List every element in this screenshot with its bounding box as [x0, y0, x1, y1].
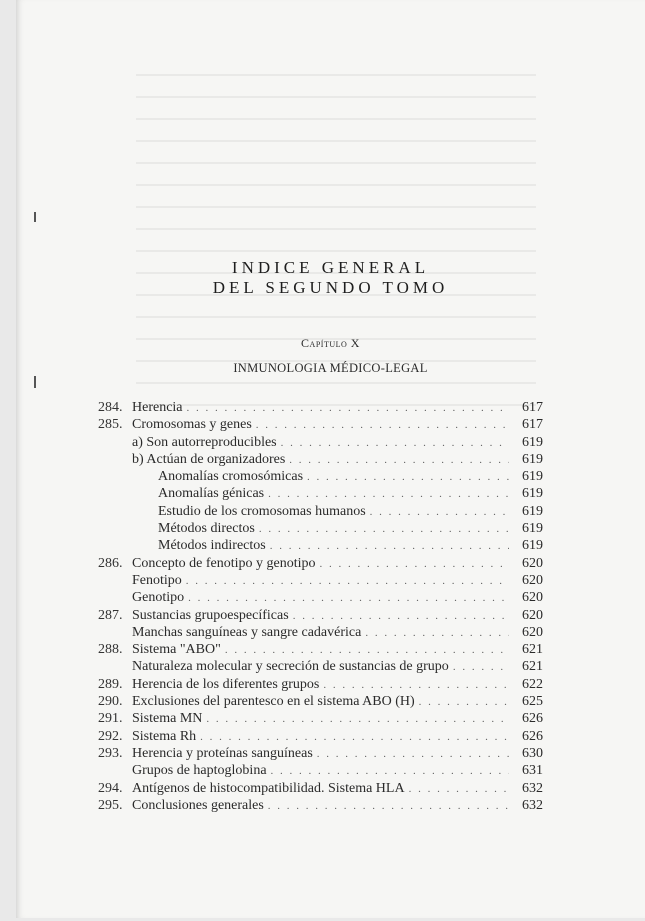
toc-entry	[98, 641, 543, 658]
toc-entry	[98, 624, 543, 641]
toc-entry-number: 292.	[98, 728, 123, 744]
toc-entry-title: Exclusiones del parentesco en el sistema ABO (H)	[132, 694, 415, 710]
toc-entry-title: Antígenos de histocompatibilidad. Sistema HLA	[132, 780, 405, 796]
toc-entry	[98, 693, 543, 710]
toc-entry-number: 288.	[98, 642, 123, 658]
toc-entry	[98, 589, 543, 606]
toc-entry-number: 284.	[98, 400, 123, 415]
toc-entry-page: 620	[522, 607, 543, 623]
toc-entry-page: 619	[522, 503, 543, 519]
toc-entry-page: 622	[522, 676, 543, 692]
leader-dots	[317, 746, 509, 763]
table-of-contents	[98, 399, 543, 814]
leader-dots	[370, 504, 509, 521]
toc-entry-title: Genotipo	[132, 590, 185, 606]
toc-entry	[98, 416, 543, 433]
toc-entry-page: 619	[522, 538, 543, 554]
toc-entry	[98, 399, 543, 416]
toc-entry-page: 619	[522, 469, 543, 485]
toc-entry	[98, 520, 543, 537]
toc-entry	[98, 485, 543, 502]
section-heading: INMUNOLOGIA MÉDICO-LEGAL	[233, 361, 428, 375]
leader-dots	[200, 729, 509, 746]
toc-entry-number: 287.	[98, 607, 123, 623]
toc-entry	[98, 780, 543, 797]
toc-entry	[98, 537, 543, 554]
leader-dots	[270, 538, 509, 555]
toc-entry-title: Sustancias grupoespecíficas	[132, 607, 289, 623]
toc-entry-number: 289.	[98, 676, 123, 692]
toc-entry-page: 631	[522, 763, 543, 779]
toc-entry-page: 617	[522, 417, 543, 433]
toc-entry	[98, 451, 543, 468]
toc-entry-page: 632	[522, 797, 543, 813]
toc-entry-title: Sistema MN	[132, 711, 203, 727]
toc-entry	[98, 762, 543, 779]
toc-entry	[98, 572, 543, 589]
toc-entry-number: 293.	[98, 745, 123, 761]
toc-entry-page: 619	[522, 486, 543, 502]
leader-dots	[188, 590, 509, 607]
chapter-heading: Capítulo X	[301, 336, 360, 350]
leader-dots	[409, 781, 509, 798]
toc-entry	[98, 658, 543, 675]
toc-entry	[98, 676, 543, 693]
toc-entry-title: Conclusiones generales	[132, 797, 264, 813]
toc-entry-page: 620	[522, 624, 543, 640]
leader-dots	[365, 625, 509, 642]
book-page	[16, 0, 645, 918]
leader-dots	[259, 521, 509, 538]
toc-entry-page: 619	[522, 434, 543, 450]
leader-dots	[293, 608, 509, 625]
leader-dots	[268, 798, 509, 815]
toc-entry-number: 286.	[98, 555, 123, 571]
toc-entry	[98, 797, 543, 814]
margin-mark	[34, 376, 36, 388]
leader-dots	[271, 763, 509, 780]
toc-entry	[98, 607, 543, 624]
leader-dots	[186, 573, 509, 590]
leader-dots	[307, 469, 509, 486]
toc-entry	[98, 503, 543, 520]
toc-entry	[98, 434, 543, 451]
toc-entry-page: 620	[522, 590, 543, 606]
toc-entry-page: 620	[522, 572, 543, 588]
toc-entry-page: 626	[522, 711, 543, 727]
toc-entry-title: a) Son autorreproducibles	[132, 434, 277, 450]
index-title-line-2: DEL SEGUNDO TOMO	[212, 278, 449, 297]
leader-dots	[268, 486, 509, 503]
toc-entry-number: 285.	[98, 417, 123, 433]
toc-entry-title: Métodos indirectos	[158, 538, 266, 554]
toc-entry-page: 619	[522, 521, 543, 537]
toc-entry-page: 619	[522, 451, 543, 467]
toc-entry-title: Manchas sanguíneas y sangre cadavérica	[132, 624, 362, 640]
toc-entry-title: b) Actúan de organizadores	[132, 451, 286, 467]
toc-entry-title: Métodos directos	[158, 521, 255, 537]
toc-entry	[98, 728, 543, 745]
leader-dots	[281, 435, 509, 452]
toc-entry-title: Fenotipo	[132, 572, 182, 588]
leader-dots	[225, 642, 509, 659]
toc-entry-page: 621	[522, 659, 543, 675]
toc-entry-title: Estudio de los cromosomas humanos	[158, 503, 366, 519]
toc-entry-title: Herencia	[132, 400, 183, 415]
toc-entry-title: Sistema Rh	[132, 728, 197, 744]
toc-entry-number: 295.	[98, 797, 123, 813]
toc-entry	[98, 745, 543, 762]
toc-entry-page: 626	[522, 728, 543, 744]
leader-dots	[320, 556, 509, 573]
index-title-line-1: INDICE GENERAL	[231, 258, 430, 277]
toc-entry-title: Grupos de haptoglobina	[132, 763, 267, 779]
leader-dots	[419, 694, 509, 711]
toc-entry-page: 625	[522, 694, 543, 710]
margin-mark	[34, 212, 36, 222]
toc-entry-title: Herencia y proteínas sanguíneas	[132, 745, 313, 761]
toc-entry-page: 620	[522, 555, 543, 571]
toc-entry-page: 617	[522, 400, 543, 415]
toc-entry-page: 632	[522, 780, 543, 796]
toc-entry-title: Herencia de los diferentes grupos	[132, 676, 320, 692]
toc-entry-page: 630	[522, 745, 543, 761]
toc-entry-title: Concepto de fenotipo y genotipo	[132, 555, 316, 571]
toc-entry-title: Cromosomas y genes	[132, 417, 252, 433]
toc-entry	[98, 468, 543, 485]
toc-entry-title: Anomalías cromosómicas	[158, 469, 304, 485]
toc-entry-page: 621	[522, 642, 543, 658]
toc-entry	[98, 710, 543, 727]
toc-entry-title: Anomalías génicas	[158, 486, 265, 502]
toc-entry-title: Naturaleza molecular y secreción de sustancias de grupo	[132, 659, 449, 675]
leader-dots	[206, 711, 509, 728]
leader-dots	[453, 659, 509, 676]
leader-dots	[187, 400, 509, 417]
leader-dots	[256, 417, 509, 434]
toc-entry-title: Sistema "ABO"	[132, 642, 221, 658]
toc-entry	[98, 555, 543, 572]
leader-dots	[289, 452, 509, 469]
toc-entry-number: 294.	[98, 780, 123, 796]
toc-entry-number: 291.	[98, 711, 123, 727]
toc-entry-number: 290.	[98, 694, 123, 710]
leader-dots	[323, 677, 509, 694]
